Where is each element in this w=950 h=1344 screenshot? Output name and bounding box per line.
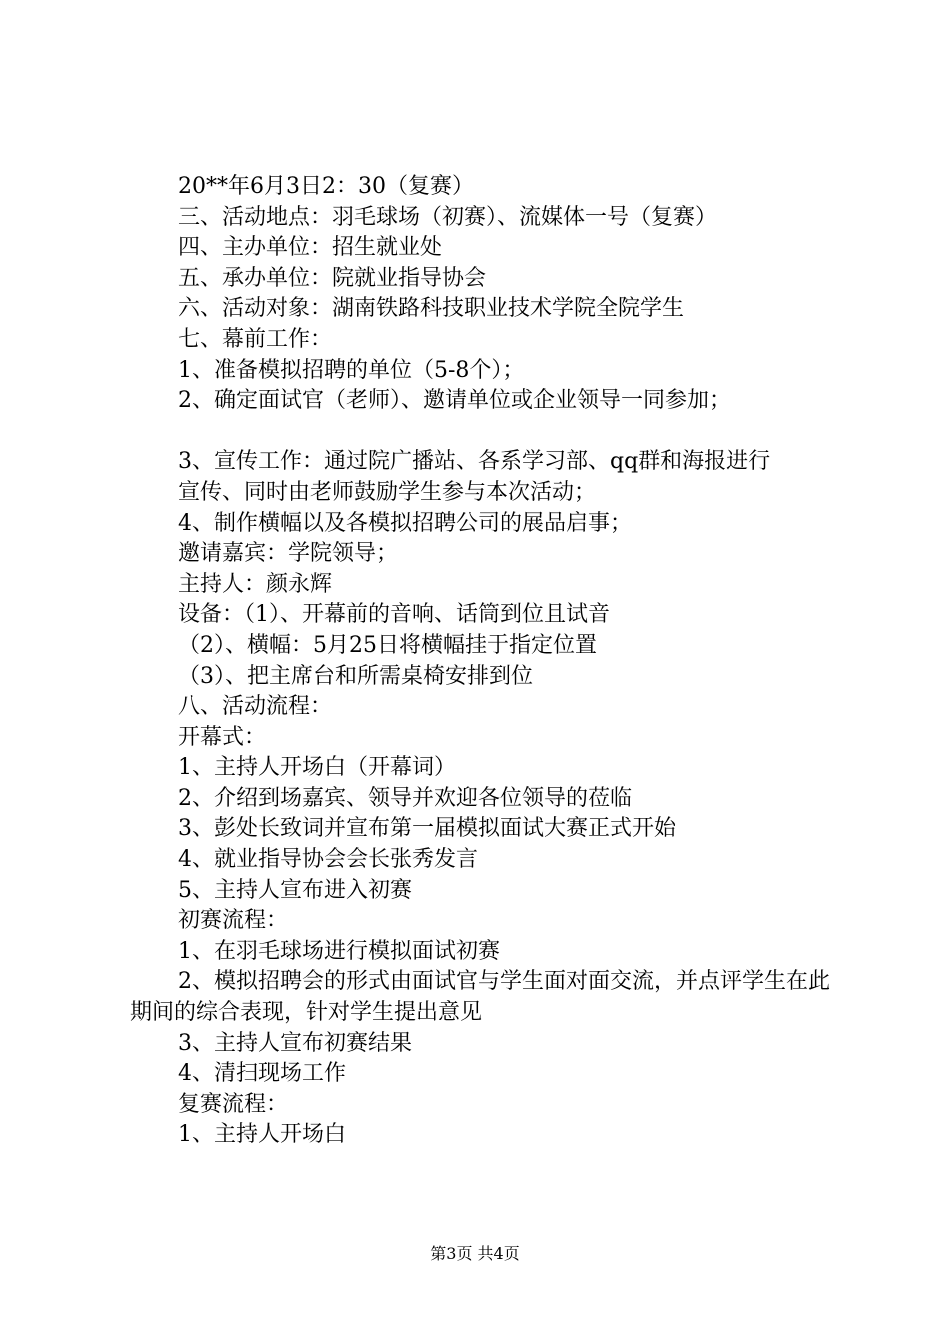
- text-line: 主持人：颜永辉: [178, 571, 333, 597]
- text-line: 3、主持人宣布初赛结果: [178, 1030, 412, 1056]
- text-line: 5、主持人宣布进入初赛: [178, 877, 412, 903]
- blank-line: [130, 417, 830, 448]
- text-line: 3、彭处长致词并宣布第一届模拟面试大赛正式开始: [178, 816, 676, 842]
- text-line: 20**年6月3日2：30（复赛）: [178, 174, 474, 199]
- document-body: [130, 172, 830, 1151]
- text-line: 开幕式：: [178, 724, 267, 750]
- text-line: 4、就业指导协会会长张秀发言: [178, 847, 478, 873]
- text-line: 设备：（1）、开幕前的音响、话筒到位且试音: [178, 602, 610, 628]
- text-line: 2、确定面试官（老师）、邀请单位或企业领导一同参加；: [178, 388, 731, 414]
- text-line: 2、介绍到场嘉宾、领导并欢迎各位领导的莅临: [178, 785, 632, 811]
- text-line: 1、主持人开场白: [178, 1122, 346, 1148]
- text-line: 六、活动对象：湖南铁路科技职业技术学院全院学生: [178, 296, 685, 322]
- text-line: 1、准备模拟招聘的单位（5-8个）；: [178, 357, 525, 383]
- text-line: 五、承办单位：院就业指导协会: [178, 265, 487, 291]
- text-line: 邀请嘉宾：学院领导；: [178, 541, 399, 567]
- text-line: 4、制作横幅以及各模拟招聘公司的展品启事；: [178, 510, 632, 536]
- text-line: 宣传、同时由老师鼓励学生参与本次活动；: [178, 479, 597, 505]
- text-line: 七、幕前工作：: [178, 326, 333, 352]
- text-line: 初赛流程：: [178, 908, 289, 934]
- text-paragraph: 3、宣传工作：通过院广播站、各系学习部、qq群和海报进行: [178, 449, 771, 475]
- page-footer: 第3页 共4页: [430, 1244, 520, 1263]
- text-line: 1、主持人开场白（开幕词）: [178, 755, 456, 781]
- text-line: 八、活动流程：: [178, 694, 333, 720]
- text-line: （3）、把主席台和所需桌椅安排到位: [178, 663, 533, 689]
- text-line: 三、活动地点：羽毛球场（初赛）、流媒体一号（复赛）: [178, 204, 718, 230]
- text-line: 4、清扫现场工作: [178, 1061, 346, 1087]
- text-line: 四、主办单位：招生就业处: [178, 235, 443, 261]
- text-line: 复赛流程：: [178, 1091, 289, 1117]
- text-paragraph: 2、模拟招聘会的形式由面试官与学生面对面交流，并点评学生在此期间的综合表现，针对学生提出意见: [130, 969, 830, 1026]
- text-line: （2）、横幅：5月25日将横幅挂于指定位置: [178, 632, 597, 658]
- text-line: 1、在羽毛球场进行模拟面试初赛: [178, 938, 500, 964]
